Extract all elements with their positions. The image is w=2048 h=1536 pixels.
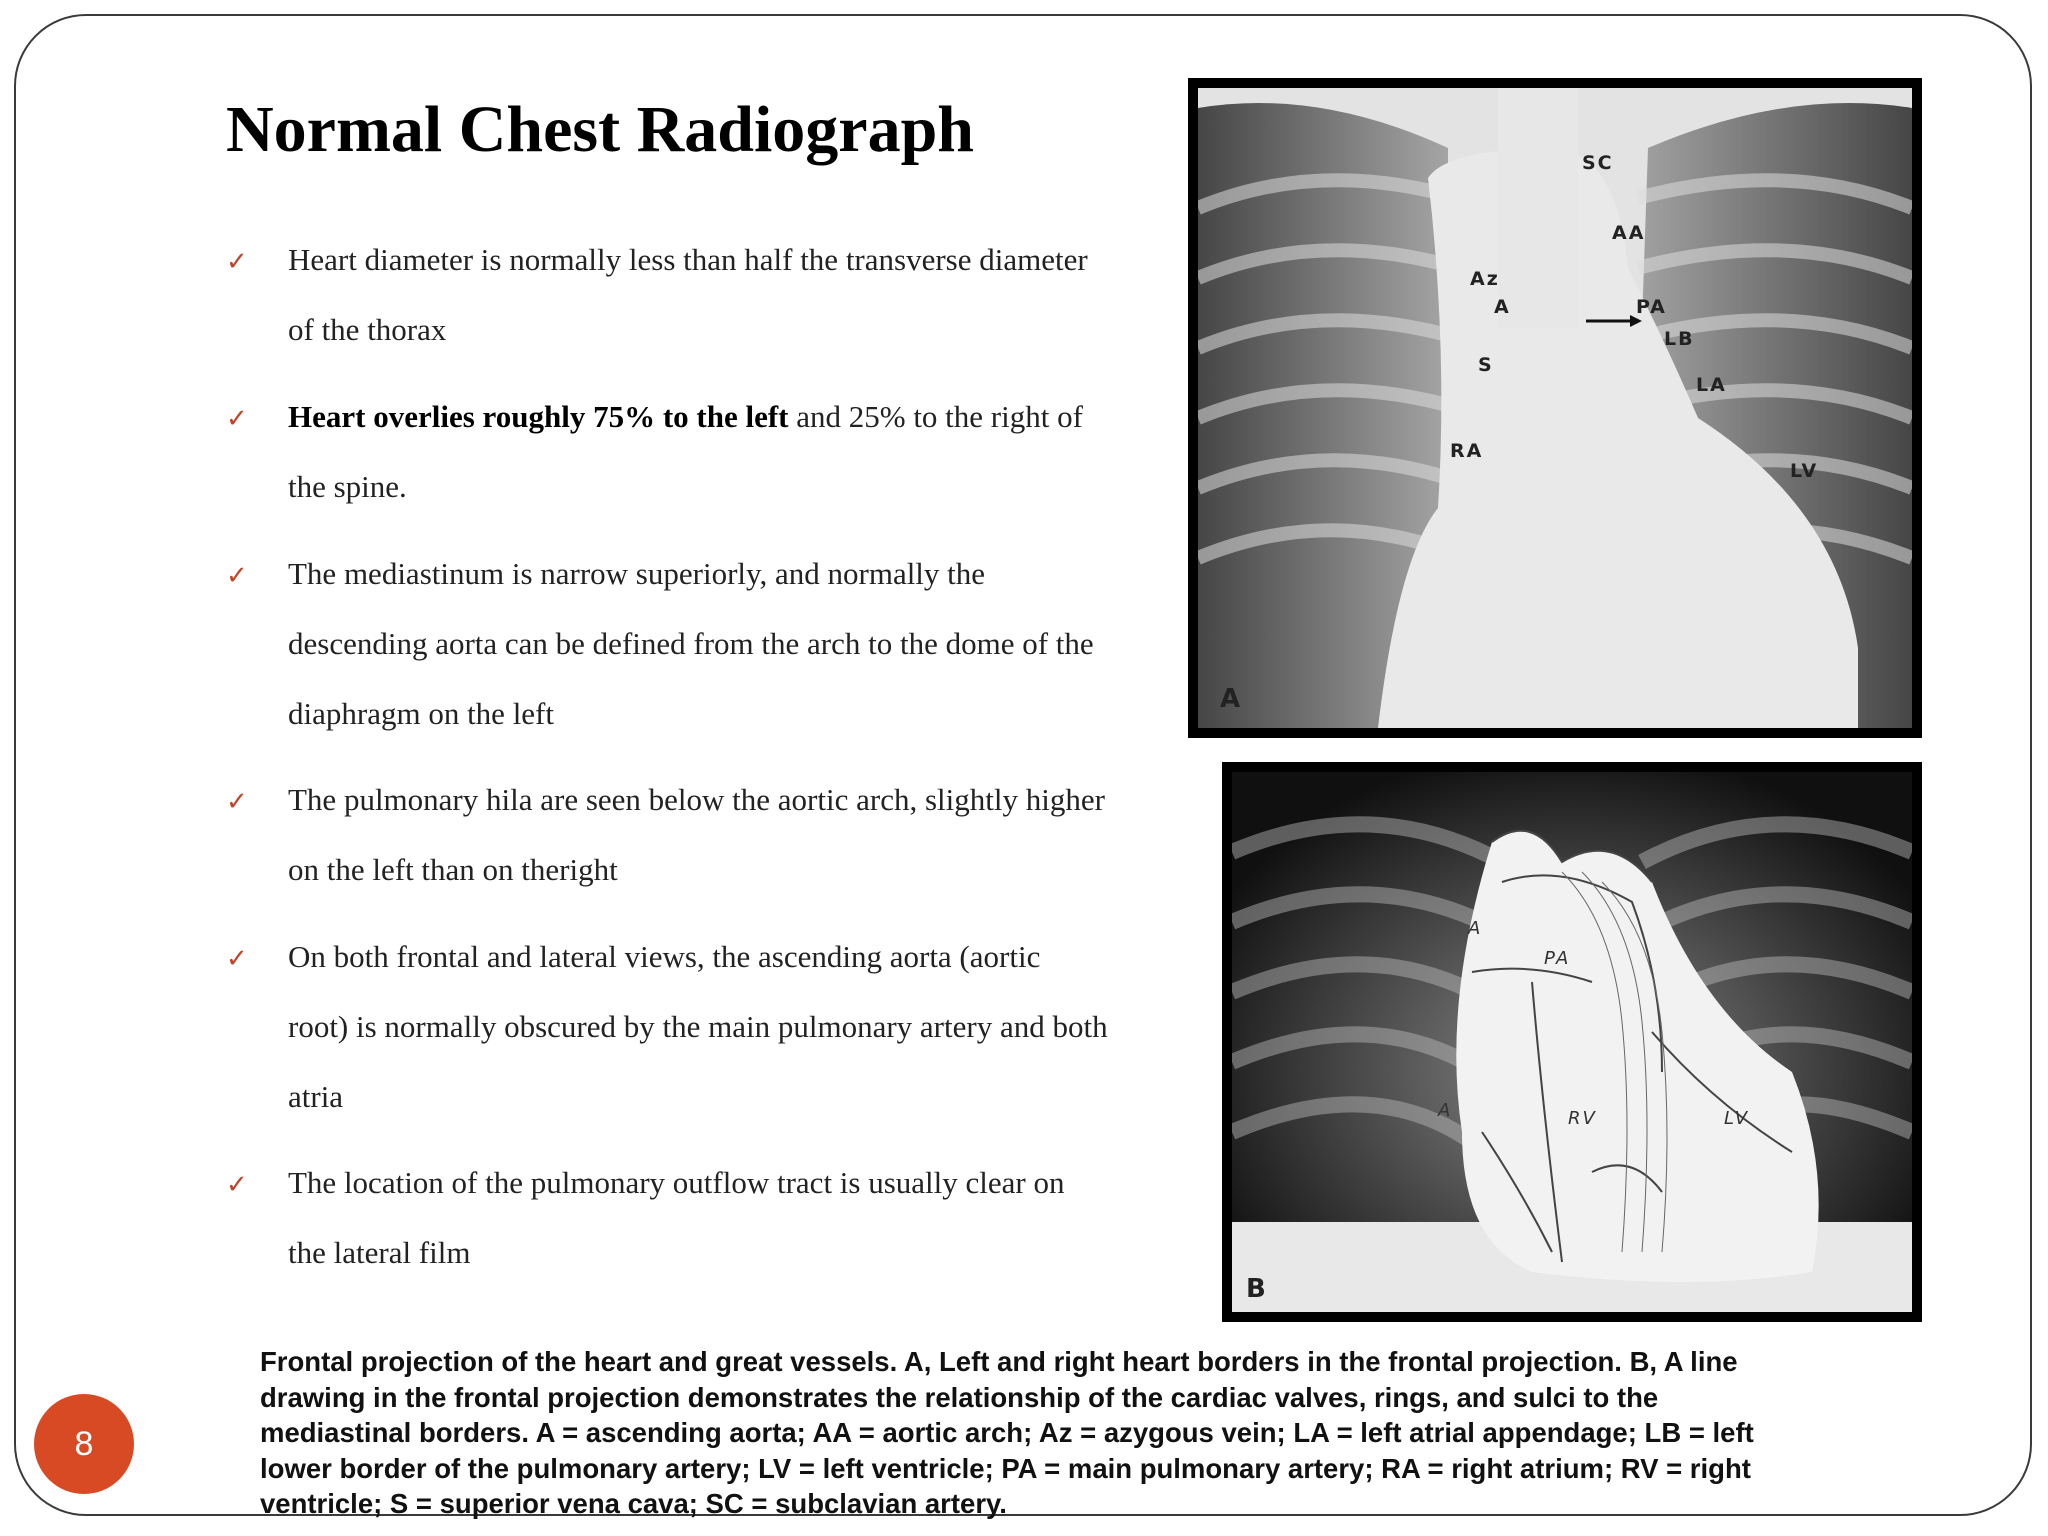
label-b-rv: RV	[1568, 1108, 1597, 1129]
label-b-a-upper: A	[1468, 918, 1483, 939]
label-ra: RA	[1450, 440, 1484, 462]
label-lv: LV	[1790, 460, 1819, 482]
label-az: Az	[1470, 268, 1500, 290]
bullet-body: The mediastinum is narrow superiorly, and normally the descending aorta can be defined from the arch to the dome of the diaphragm on the left	[288, 556, 1094, 731]
checkmark-icon: ✓	[226, 944, 248, 974]
panel-letter-a: A	[1220, 684, 1241, 714]
checkmark-icon: ✓	[226, 247, 248, 277]
checkmark-icon: ✓	[226, 404, 248, 434]
page-number: 8	[74, 1424, 94, 1463]
panel-letter-b: B	[1246, 1274, 1266, 1304]
bullet-body: On both frontal and lateral views, the ascending aorta (aortic root) is normally obscured by the main pulmonary artery and both atria	[288, 939, 1108, 1114]
label-b-pa: PA	[1544, 948, 1571, 969]
label-la: LA	[1696, 374, 1727, 396]
bullet-text	[288, 1148, 1108, 1288]
bullet-body: and 25% to the right of the spine.	[288, 399, 1083, 504]
label-s: S	[1478, 354, 1494, 376]
checkmark-icon: ✓	[226, 1170, 248, 1200]
page-number-badge	[34, 1394, 134, 1494]
bullet-text	[288, 922, 1108, 1132]
radiograph-a-drawing	[1198, 88, 1912, 728]
radiograph-b	[1222, 762, 1922, 1322]
bullet-bold: Heart overlies roughly 75% to the left	[288, 399, 789, 434]
bullet-body: The location of the pulmonary outflow tract is usually clear on the lateral film	[288, 1165, 1065, 1270]
label-b-lv: LV	[1724, 1108, 1750, 1129]
label-pa: PA	[1636, 296, 1667, 318]
label-sc: SC	[1582, 152, 1614, 174]
label-aa: AA	[1612, 222, 1646, 244]
figure-caption: Frontal projection of the heart and great vessels. A, Left and right heart borders in the frontal projection. B, A line drawing in the frontal projection demonstrates the relationship of the cardiac valves, rings, and sulci to the mediastinal borders. A = ascending aorta; AA = aortic arch; Az = azygous vein; LA = left atrial appendage; LB = left lower border of the pulmonary artery; LV = left ventricle; PA = main pulmonary artery; RA = right atrium; RV = right ventricle; S = superior vena cava; SC = subclavian artery.	[260, 1346, 1754, 1519]
label-b-a-lower: A	[1438, 1100, 1453, 1121]
bullet-body: The pulmonary hila are seen below the aortic arch, slightly higher on the left than on theright	[288, 782, 1105, 887]
radiograph-a	[1188, 78, 1922, 738]
checkmark-icon: ✓	[226, 787, 248, 817]
radiograph-a-image	[1198, 88, 1912, 728]
bullet-body: Heart diameter is normally less than half the transverse diameter of the thorax	[288, 242, 1088, 347]
bullet-text	[288, 382, 1108, 522]
slide-title: Normal Chest Radiograph	[226, 93, 975, 166]
checkmark-icon: ✓	[226, 561, 248, 591]
radiograph-b-drawing	[1232, 772, 1912, 1312]
radiograph-b-image	[1232, 772, 1912, 1312]
bullet-text	[288, 765, 1108, 905]
label-lb: LB	[1664, 328, 1695, 350]
label-a: A	[1494, 296, 1511, 318]
bullet-text	[288, 539, 1108, 749]
bullet-text	[288, 225, 1108, 365]
